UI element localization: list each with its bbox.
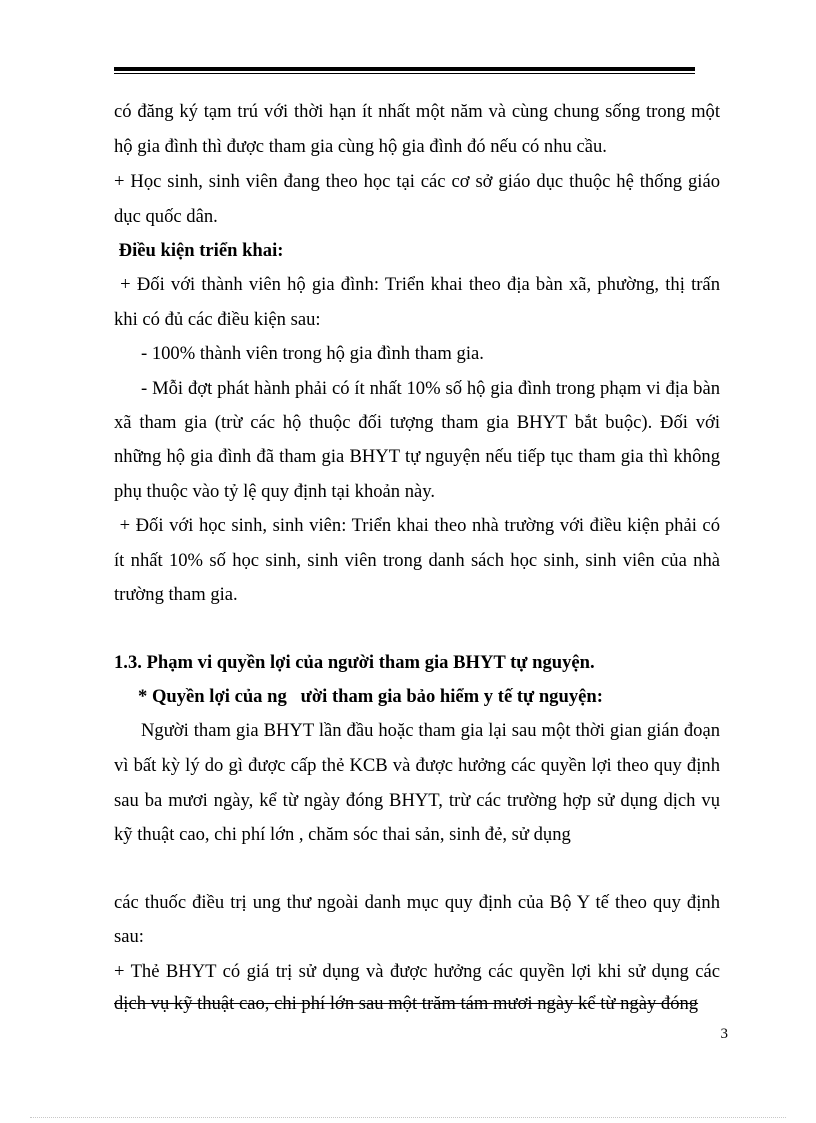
header-rule-thin bbox=[114, 73, 695, 74]
text-line: những hộ gia đình đã tham gia BHYT tự nguyện nếu tiếp tục tham gia thì không bbox=[114, 446, 720, 467]
text-line: Người tham gia BHYT lần đầu hoặc tham gia lại sau một thời gian gián đoạn bbox=[141, 720, 720, 741]
page-number: 3 bbox=[720, 1026, 728, 1042]
text-line: hộ gia đình thì được tham gia cùng hộ gia đình đó nếu có nhu cầu. bbox=[114, 136, 607, 157]
text-line: kỹ thuật cao, chi phí lớn , chăm sóc thai sản, sinh đẻ, sử dụng bbox=[114, 824, 571, 845]
text-line: + Học sinh, sinh viên đang theo học tại các cơ sở giáo dục thuộc hệ thống giáo bbox=[114, 171, 720, 192]
text-line: xã tham gia (trừ các hộ thuộc đối tượng tham gia BHYT bắt buộc). Đối với bbox=[114, 412, 720, 433]
text-line: có đăng ký tạm trú với thời hạn ít nhất một năm và cùng chung sống trong một bbox=[114, 101, 720, 122]
text-line: - Mỗi đợt phát hành phải có ít nhất 10% số hộ gia đình trong phạm vi địa bàn bbox=[141, 378, 720, 399]
text-line: trường tham gia. bbox=[114, 584, 238, 605]
text-line: khi có đủ các điều kiện sau: bbox=[114, 309, 321, 330]
section-title: 1.3. Phạm vi quyền lợi của người tham gia BHYT tự nguyện. bbox=[114, 652, 595, 673]
text-line: ít nhất 10% số học sinh, sinh viên trong danh sách học sinh, sinh viên của nhà bbox=[114, 550, 720, 571]
text-line: phụ thuộc vào tỷ lệ quy định tại khoản này. bbox=[114, 481, 436, 502]
page-bottom-border bbox=[30, 1117, 786, 1118]
text-line: - 100% thành viên trong hộ gia đình tham gia. bbox=[141, 343, 484, 364]
text-line-struck: dịch vụ kỹ thuật cao, chi phí lớn sau một trăm tám mươi ngày kể từ ngày đóng bbox=[114, 993, 699, 1014]
text-line: dục quốc dân. bbox=[114, 206, 218, 227]
text-line: sau ba mươi ngày, kể từ ngày đóng BHYT, trừ các trường hợp sử dụng dịch vụ bbox=[114, 790, 720, 811]
section-heading: Điều kiện triển khai: bbox=[114, 240, 284, 261]
text-line: sau: bbox=[114, 926, 144, 947]
text-line: các thuốc điều trị ung thư ngoài danh mục quy định của Bộ Y tế theo quy định bbox=[114, 892, 720, 913]
header-rule-thick bbox=[114, 67, 695, 71]
text-line: + Đối với học sinh, sinh viên: Triển khai theo nhà trường với điều kiện phải có bbox=[114, 515, 720, 536]
subsection-heading: * Quyền lợi của ng ười tham gia bảo hiểm y tế tự nguyện: bbox=[138, 686, 603, 707]
text-line: vì bất kỳ lý do gì được cấp thẻ KCB và được hưởng các quyền lợi theo quy định bbox=[114, 755, 720, 776]
text-line: + Thẻ BHYT có giá trị sử dụng và được hưởng các quyền lợi khi sử dụng các bbox=[114, 961, 720, 982]
text-line: + Đối với thành viên hộ gia đình: Triển khai theo địa bàn xã, phường, thị trấn bbox=[114, 274, 720, 295]
